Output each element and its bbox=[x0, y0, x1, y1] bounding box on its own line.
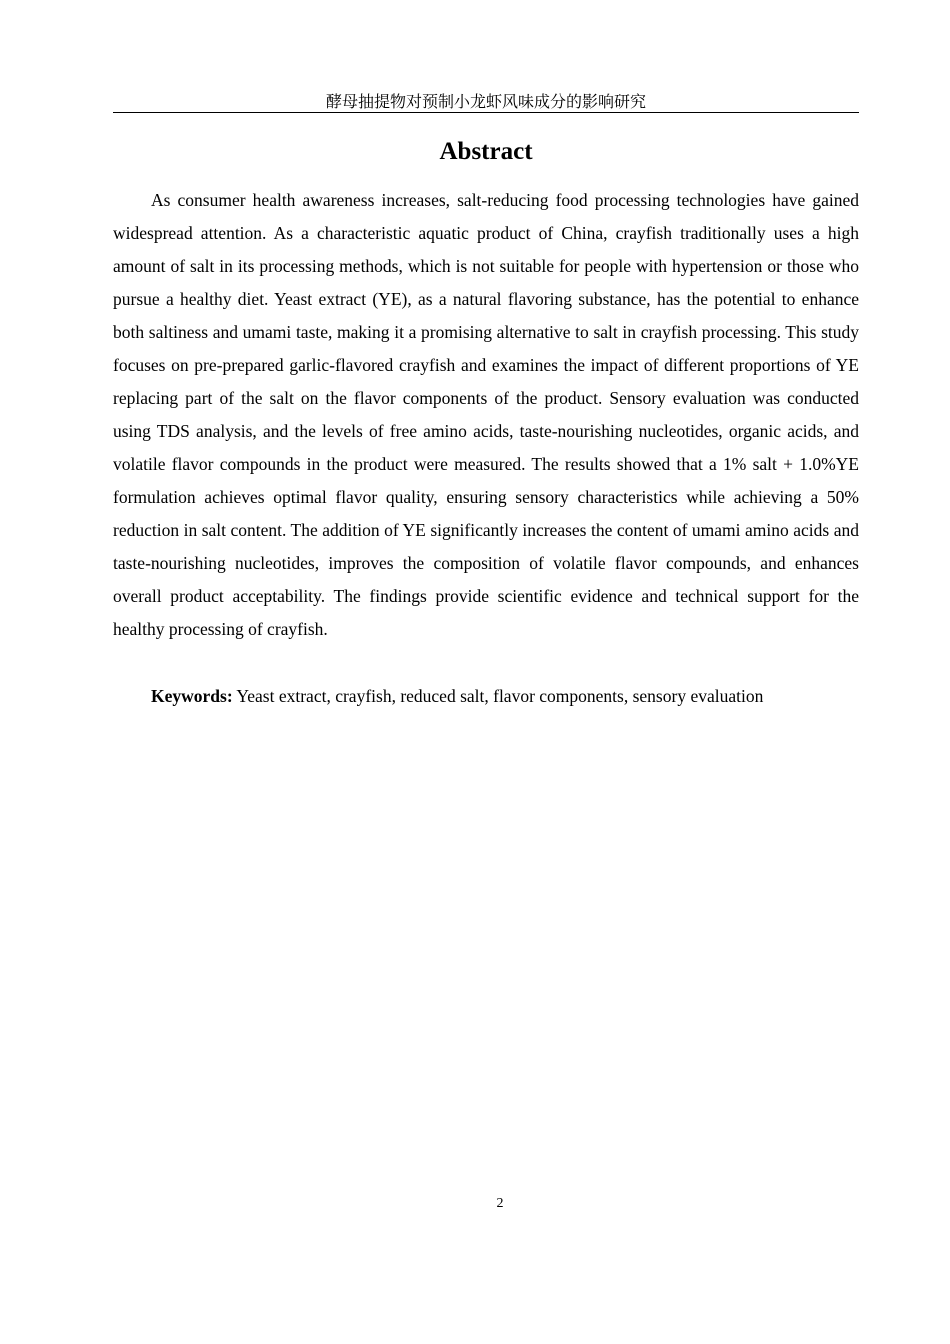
abstract-paragraph: As consumer health awareness increases, salt-reducing food processing technologies have gained widespread attention. As a characteristic aquatic product of China, crayfish traditionally uses a high amount of salt in its processing methods, which is not suitable for people with hypertension or those who pursue a healthy diet. Yeast extract (YE), as a natural flavoring substance, has the potential to enhance both saltiness and umami taste, making it a promising alternative to salt in crayfish processing. This study focuses on pre-prepared garlic-flavored crayfish and examines the impact of different proportions of YE replacing part of the salt on the flavor components of the product. Sensory evaluation was conducted using TDS analysis, and the levels of free amino acids, taste-nourishing nucleotides, organic acids, and volatile flavor compounds in the product were measured. The results showed that a 1% salt + 1.0%YE formulation achieves optimal flavor quality, ensuring sensory characteristics while achieving a 50% reduction in salt content. The addition of YE significantly increases the content of umami amino acids and taste-nourishing nucleotides, improves the composition of volatile flavor compounds, and enhances overall product acceptability. The findings provide scientific evidence and technical support for the healthy processing of crayfish. bbox=[113, 190, 859, 639]
keywords-label: Keywords: bbox=[151, 686, 233, 706]
running-header-title: 酵母抽提物对预制小龙虾风味成分的影响研究 bbox=[325, 92, 646, 111]
abstract-heading: Abstract bbox=[439, 138, 533, 165]
page-number: 2 bbox=[496, 1196, 504, 1211]
keywords-list: Yeast extract, crayfish, reduced salt, flavor components, sensory evaluation bbox=[232, 686, 764, 706]
running-header bbox=[113, 91, 859, 113]
keywords-line bbox=[113, 680, 859, 713]
